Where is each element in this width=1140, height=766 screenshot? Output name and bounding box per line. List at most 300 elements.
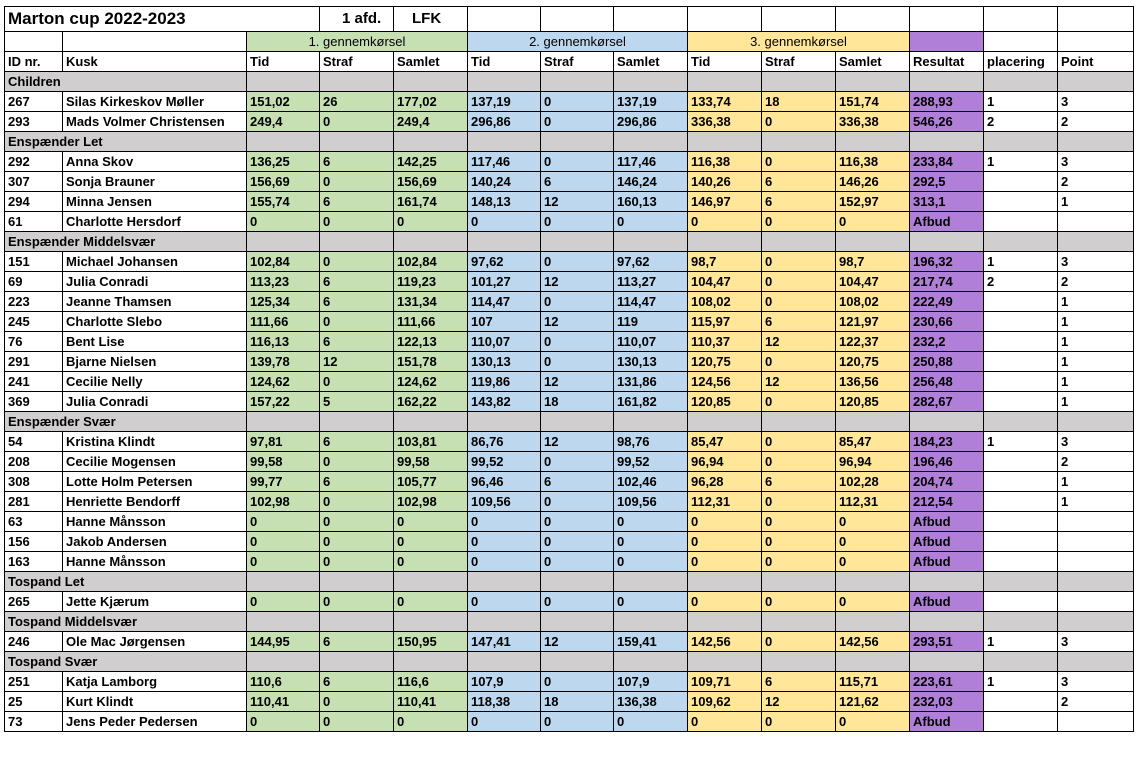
category-fill-cell bbox=[984, 72, 1058, 92]
resultat-cell: 230,66 bbox=[910, 312, 984, 332]
sheet-title: Marton cup 2022-2023 bbox=[5, 7, 320, 32]
table-row bbox=[5, 372, 1134, 392]
r3-samlet-cell: 112,31 bbox=[836, 492, 910, 512]
r1-samlet-cell: 124,62 bbox=[394, 372, 468, 392]
r2-tid-cell: 148,13 bbox=[468, 192, 541, 212]
id-cell: 223 bbox=[5, 292, 63, 312]
kusk-cell: Michael Johansen bbox=[63, 252, 247, 272]
id-cell: 163 bbox=[5, 552, 63, 572]
category-fill-cell bbox=[468, 652, 541, 672]
category-fill-cell bbox=[762, 652, 836, 672]
kusk-cell: Charlotte Hersdorf bbox=[63, 212, 247, 232]
category-fill-cell bbox=[320, 412, 394, 432]
r2-tid-cell: 107,9 bbox=[468, 672, 541, 692]
point-cell: 2 bbox=[1058, 692, 1134, 712]
r1-samlet-cell: 102,84 bbox=[394, 252, 468, 272]
r2-tid-cell: 140,24 bbox=[468, 172, 541, 192]
r3-tid-cell: 108,02 bbox=[688, 292, 762, 312]
category-title: Enspænder Middelsvær bbox=[5, 232, 247, 252]
r1-straf-cell: 0 bbox=[320, 312, 394, 332]
r2-samlet-cell: 0 bbox=[614, 592, 688, 612]
r2-straf-cell: 0 bbox=[541, 492, 614, 512]
placering-cell: 1 bbox=[984, 252, 1058, 272]
r2-samlet-cell: 161,82 bbox=[614, 392, 688, 412]
resultat-cell: 223,61 bbox=[910, 672, 984, 692]
r3-tid-cell: 0 bbox=[688, 532, 762, 552]
category-fill-cell bbox=[468, 572, 541, 592]
r1-samlet-cell: 102,98 bbox=[394, 492, 468, 512]
r2-tid-cell: 0 bbox=[468, 532, 541, 552]
r1-tid-cell: 249,4 bbox=[247, 112, 320, 132]
category-row bbox=[5, 612, 1134, 632]
r1-tid-cell: 125,34 bbox=[247, 292, 320, 312]
category-fill-cell bbox=[984, 612, 1058, 632]
placering-cell bbox=[984, 292, 1058, 312]
resultat-cell: 212,54 bbox=[910, 492, 984, 512]
table-row bbox=[5, 292, 1134, 312]
table-row bbox=[5, 632, 1134, 652]
r1-tid-cell: 157,22 bbox=[247, 392, 320, 412]
kusk-cell: Charlotte Slebo bbox=[63, 312, 247, 332]
r3-straf-cell: 0 bbox=[762, 552, 836, 572]
point-cell: 2 bbox=[1058, 172, 1134, 192]
r1-tid-cell: 111,66 bbox=[247, 312, 320, 332]
r3-samlet-cell: 151,74 bbox=[836, 92, 910, 112]
category-fill-cell bbox=[836, 72, 910, 92]
r3-samlet-cell: 0 bbox=[836, 532, 910, 552]
category-fill-cell bbox=[247, 72, 320, 92]
point-cell bbox=[1058, 512, 1134, 532]
category-fill-cell bbox=[541, 652, 614, 672]
r1-samlet-cell: 103,81 bbox=[394, 432, 468, 452]
r3-samlet-cell: 121,62 bbox=[836, 692, 910, 712]
run-1-header: 1. gennemkørsel bbox=[247, 32, 468, 52]
r1-samlet-cell: 105,77 bbox=[394, 472, 468, 492]
r3-samlet-cell: 98,7 bbox=[836, 252, 910, 272]
r1-tid-cell: 110,6 bbox=[247, 672, 320, 692]
placering-cell: 2 bbox=[984, 112, 1058, 132]
category-fill-cell bbox=[394, 572, 468, 592]
r3-tid-cell: 336,38 bbox=[688, 112, 762, 132]
r3-samlet-cell: 336,38 bbox=[836, 112, 910, 132]
r2-tid-cell: 107 bbox=[468, 312, 541, 332]
r1-straf-cell: 6 bbox=[320, 192, 394, 212]
resultat-cell: 546,26 bbox=[910, 112, 984, 132]
category-title: Tospand Let bbox=[5, 572, 247, 592]
category-fill-cell bbox=[614, 412, 688, 432]
resultat-cell: 196,46 bbox=[910, 452, 984, 472]
id-cell: 69 bbox=[5, 272, 63, 292]
r1-straf-cell: 6 bbox=[320, 472, 394, 492]
category-title: Children bbox=[5, 72, 247, 92]
r3-samlet-cell: 108,02 bbox=[836, 292, 910, 312]
r2-tid-cell: 118,38 bbox=[468, 692, 541, 712]
r3-samlet-cell: 102,28 bbox=[836, 472, 910, 492]
kusk-cell: Henriette Bendorff bbox=[63, 492, 247, 512]
table-row bbox=[5, 692, 1134, 712]
r1-samlet-cell: 122,13 bbox=[394, 332, 468, 352]
placering-cell bbox=[984, 352, 1058, 372]
r2-tid-cell: 96,46 bbox=[468, 472, 541, 492]
table-row bbox=[5, 212, 1134, 232]
run-2-header: 2. gennemkørsel bbox=[468, 32, 688, 52]
r1-tid-cell: 139,78 bbox=[247, 352, 320, 372]
category-fill-cell bbox=[541, 612, 614, 632]
r3-straf-cell: 0 bbox=[762, 452, 836, 472]
category-fill-cell bbox=[614, 72, 688, 92]
category-fill-cell bbox=[614, 132, 688, 152]
r3-samlet-cell: 0 bbox=[836, 592, 910, 612]
category-fill-cell bbox=[836, 572, 910, 592]
category-fill-cell bbox=[320, 72, 394, 92]
r1-straf-cell: 0 bbox=[320, 492, 394, 512]
run-header-row bbox=[5, 32, 1134, 52]
resultat-cell: Afbud bbox=[910, 552, 984, 572]
r2-straf-cell: 0 bbox=[541, 332, 614, 352]
column-header-r3-samlet: Samlet bbox=[836, 52, 910, 72]
category-fill-cell bbox=[614, 612, 688, 632]
r2-straf-cell: 0 bbox=[541, 252, 614, 272]
table-row bbox=[5, 172, 1134, 192]
category-fill-cell bbox=[1058, 132, 1134, 152]
table-row bbox=[5, 532, 1134, 552]
r1-tid-cell: 156,69 bbox=[247, 172, 320, 192]
id-cell: 151 bbox=[5, 252, 63, 272]
placering-cell bbox=[984, 332, 1058, 352]
placering-cell bbox=[984, 372, 1058, 392]
r3-tid-cell: 115,97 bbox=[688, 312, 762, 332]
r2-samlet-cell: 0 bbox=[614, 552, 688, 572]
r2-tid-cell: 147,41 bbox=[468, 632, 541, 652]
category-fill-cell bbox=[688, 652, 762, 672]
placering-cell bbox=[984, 592, 1058, 612]
id-cell: 25 bbox=[5, 692, 63, 712]
r1-samlet-cell: 249,4 bbox=[394, 112, 468, 132]
r1-samlet-cell: 0 bbox=[394, 712, 468, 732]
r1-samlet-cell: 0 bbox=[394, 552, 468, 572]
category-fill-cell bbox=[541, 132, 614, 152]
resultat-cell: 292,5 bbox=[910, 172, 984, 192]
resultat-cell: 196,32 bbox=[910, 252, 984, 272]
kusk-cell: Kristina Klindt bbox=[63, 432, 247, 452]
r3-tid-cell: 112,31 bbox=[688, 492, 762, 512]
r3-straf-cell: 0 bbox=[762, 112, 836, 132]
category-fill-cell bbox=[762, 412, 836, 432]
kusk-cell: Kurt Klindt bbox=[63, 692, 247, 712]
r3-tid-cell: 120,85 bbox=[688, 392, 762, 412]
results-body bbox=[5, 7, 1134, 732]
r2-samlet-cell: 110,07 bbox=[614, 332, 688, 352]
category-fill-cell bbox=[910, 412, 984, 432]
category-fill-cell bbox=[247, 652, 320, 672]
category-fill-cell bbox=[1058, 652, 1134, 672]
r1-samlet-cell: 150,95 bbox=[394, 632, 468, 652]
category-fill-cell bbox=[910, 132, 984, 152]
kusk-cell: Jakob Andersen bbox=[63, 532, 247, 552]
category-fill-cell bbox=[984, 412, 1058, 432]
r3-tid-cell: 120,75 bbox=[688, 352, 762, 372]
r3-samlet-cell: 96,94 bbox=[836, 452, 910, 472]
column-header-r3-straf: Straf bbox=[762, 52, 836, 72]
r2-straf-cell: 0 bbox=[541, 212, 614, 232]
id-cell: 251 bbox=[5, 672, 63, 692]
r2-tid-cell: 0 bbox=[468, 592, 541, 612]
r3-tid-cell: 133,74 bbox=[688, 92, 762, 112]
category-fill-cell bbox=[762, 572, 836, 592]
category-fill-cell bbox=[984, 652, 1058, 672]
kusk-cell: Lotte Holm Petersen bbox=[63, 472, 247, 492]
r1-samlet-cell: 177,02 bbox=[394, 92, 468, 112]
placering-cell: 1 bbox=[984, 672, 1058, 692]
r2-tid-cell: 109,56 bbox=[468, 492, 541, 512]
placering-cell bbox=[984, 452, 1058, 472]
category-fill-cell bbox=[1058, 572, 1134, 592]
result-header-fill bbox=[910, 32, 984, 52]
r3-tid-cell: 140,26 bbox=[688, 172, 762, 192]
placering-cell: 1 bbox=[984, 92, 1058, 112]
r1-tid-cell: 113,23 bbox=[247, 272, 320, 292]
resultat-cell: 313,1 bbox=[910, 192, 984, 212]
point-cell: 2 bbox=[1058, 272, 1134, 292]
category-fill-cell bbox=[910, 72, 984, 92]
r2-straf-cell: 0 bbox=[541, 152, 614, 172]
category-row bbox=[5, 652, 1134, 672]
resultat-cell: Afbud bbox=[910, 592, 984, 612]
category-title: Enspænder Svær bbox=[5, 412, 247, 432]
r3-samlet-cell: 85,47 bbox=[836, 432, 910, 452]
category-fill-cell bbox=[320, 132, 394, 152]
category-fill-cell bbox=[541, 232, 614, 252]
table-row bbox=[5, 112, 1134, 132]
point-cell: 3 bbox=[1058, 252, 1134, 272]
point-cell: 1 bbox=[1058, 492, 1134, 512]
placering-cell bbox=[984, 212, 1058, 232]
resultat-cell: 256,48 bbox=[910, 372, 984, 392]
kusk-cell: Cecilie Nelly bbox=[63, 372, 247, 392]
point-cell: 3 bbox=[1058, 92, 1134, 112]
id-cell: 208 bbox=[5, 452, 63, 472]
resultat-cell: Afbud bbox=[910, 512, 984, 532]
r1-straf-cell: 6 bbox=[320, 632, 394, 652]
r2-samlet-cell: 98,76 bbox=[614, 432, 688, 452]
r3-samlet-cell: 146,26 bbox=[836, 172, 910, 192]
category-title: Enspænder Let bbox=[5, 132, 247, 152]
r1-straf-cell: 6 bbox=[320, 432, 394, 452]
resultat-cell: 232,03 bbox=[910, 692, 984, 712]
table-row bbox=[5, 92, 1134, 112]
category-fill-cell bbox=[836, 232, 910, 252]
r1-samlet-cell: 119,23 bbox=[394, 272, 468, 292]
r3-straf-cell: 6 bbox=[762, 192, 836, 212]
r2-straf-cell: 12 bbox=[541, 372, 614, 392]
resultat-cell: Afbud bbox=[910, 212, 984, 232]
point-cell bbox=[1058, 592, 1134, 612]
r1-samlet-cell: 162,22 bbox=[394, 392, 468, 412]
r3-samlet-cell: 0 bbox=[836, 212, 910, 232]
category-fill-cell bbox=[688, 572, 762, 592]
placering-cell bbox=[984, 192, 1058, 212]
placering-cell bbox=[984, 712, 1058, 732]
resultat-cell: 288,93 bbox=[910, 92, 984, 112]
category-fill-cell bbox=[1058, 612, 1134, 632]
category-fill-cell bbox=[468, 612, 541, 632]
category-fill-cell bbox=[688, 232, 762, 252]
resultat-cell: 232,2 bbox=[910, 332, 984, 352]
r2-samlet-cell: 107,9 bbox=[614, 672, 688, 692]
category-fill-cell bbox=[468, 232, 541, 252]
id-cell: 281 bbox=[5, 492, 63, 512]
r2-tid-cell: 99,52 bbox=[468, 452, 541, 472]
r2-samlet-cell: 136,38 bbox=[614, 692, 688, 712]
r3-tid-cell: 0 bbox=[688, 552, 762, 572]
column-header-kusk: Kusk bbox=[63, 52, 247, 72]
category-fill-cell bbox=[541, 72, 614, 92]
r3-tid-cell: 109,62 bbox=[688, 692, 762, 712]
kusk-cell: Jette Kjærum bbox=[63, 592, 247, 612]
table-row bbox=[5, 712, 1134, 732]
r2-straf-cell: 12 bbox=[541, 272, 614, 292]
r2-samlet-cell: 0 bbox=[614, 512, 688, 532]
resultat-cell: 233,84 bbox=[910, 152, 984, 172]
id-cell: 291 bbox=[5, 352, 63, 372]
r2-tid-cell: 117,46 bbox=[468, 152, 541, 172]
r2-straf-cell: 0 bbox=[541, 92, 614, 112]
r2-straf-cell: 0 bbox=[541, 112, 614, 132]
id-cell: 307 bbox=[5, 172, 63, 192]
category-row bbox=[5, 72, 1134, 92]
id-cell: 63 bbox=[5, 512, 63, 532]
r3-straf-cell: 12 bbox=[762, 332, 836, 352]
r2-straf-cell: 6 bbox=[541, 172, 614, 192]
r1-straf-cell: 6 bbox=[320, 332, 394, 352]
r1-tid-cell: 0 bbox=[247, 212, 320, 232]
category-fill-cell bbox=[688, 72, 762, 92]
category-fill-cell bbox=[614, 652, 688, 672]
column-header-point: Point bbox=[1058, 52, 1134, 72]
r1-straf-cell: 0 bbox=[320, 252, 394, 272]
r1-tid-cell: 110,41 bbox=[247, 692, 320, 712]
r1-tid-cell: 0 bbox=[247, 712, 320, 732]
r3-tid-cell: 85,47 bbox=[688, 432, 762, 452]
r2-straf-cell: 18 bbox=[541, 392, 614, 412]
r2-samlet-cell: 160,13 bbox=[614, 192, 688, 212]
point-cell: 3 bbox=[1058, 672, 1134, 692]
r2-tid-cell: 0 bbox=[468, 512, 541, 532]
r1-straf-cell: 26 bbox=[320, 92, 394, 112]
r3-samlet-cell: 120,75 bbox=[836, 352, 910, 372]
r2-samlet-cell: 102,46 bbox=[614, 472, 688, 492]
r3-samlet-cell: 152,97 bbox=[836, 192, 910, 212]
r2-tid-cell: 0 bbox=[468, 212, 541, 232]
kusk-cell: Ole Mac Jørgensen bbox=[63, 632, 247, 652]
r3-tid-cell: 110,37 bbox=[688, 332, 762, 352]
r3-samlet-cell: 121,97 bbox=[836, 312, 910, 332]
r2-straf-cell: 0 bbox=[541, 552, 614, 572]
kusk-cell: Mads Volmer Christensen bbox=[63, 112, 247, 132]
results-table bbox=[4, 6, 1134, 732]
r1-samlet-cell: 116,6 bbox=[394, 672, 468, 692]
r2-straf-cell: 0 bbox=[541, 672, 614, 692]
column-header-r2-straf: Straf bbox=[541, 52, 614, 72]
r2-straf-cell: 0 bbox=[541, 512, 614, 532]
kusk-cell: Hanne Månsson bbox=[63, 552, 247, 572]
column-header-r3-tid: Tid bbox=[688, 52, 762, 72]
point-cell: 1 bbox=[1058, 332, 1134, 352]
r2-tid-cell: 114,47 bbox=[468, 292, 541, 312]
id-cell: 246 bbox=[5, 632, 63, 652]
resultat-cell: 217,74 bbox=[910, 272, 984, 292]
table-row bbox=[5, 152, 1134, 172]
r1-tid-cell: 116,13 bbox=[247, 332, 320, 352]
r1-straf-cell: 5 bbox=[320, 392, 394, 412]
placering-cell bbox=[984, 552, 1058, 572]
r2-straf-cell: 12 bbox=[541, 632, 614, 652]
resultat-cell: 293,51 bbox=[910, 632, 984, 652]
r1-straf-cell: 0 bbox=[320, 172, 394, 192]
r1-samlet-cell: 156,69 bbox=[394, 172, 468, 192]
r1-tid-cell: 155,74 bbox=[247, 192, 320, 212]
table-row bbox=[5, 352, 1134, 372]
r3-tid-cell: 0 bbox=[688, 212, 762, 232]
r2-samlet-cell: 117,46 bbox=[614, 152, 688, 172]
category-fill-cell bbox=[762, 612, 836, 632]
resultat-cell: Afbud bbox=[910, 712, 984, 732]
r2-straf-cell: 12 bbox=[541, 312, 614, 332]
r1-straf-cell: 0 bbox=[320, 592, 394, 612]
r2-samlet-cell: 159,41 bbox=[614, 632, 688, 652]
r2-tid-cell: 97,62 bbox=[468, 252, 541, 272]
r2-samlet-cell: 97,62 bbox=[614, 252, 688, 272]
r1-samlet-cell: 161,74 bbox=[394, 192, 468, 212]
point-cell: 2 bbox=[1058, 112, 1134, 132]
r1-tid-cell: 102,98 bbox=[247, 492, 320, 512]
club-label: LFK bbox=[394, 7, 468, 32]
table-row bbox=[5, 432, 1134, 452]
column-header-resultat: Resultat bbox=[910, 52, 984, 72]
category-fill-cell bbox=[688, 132, 762, 152]
placering-cell: 1 bbox=[984, 152, 1058, 172]
placering-cell: 1 bbox=[984, 432, 1058, 452]
r3-tid-cell: 0 bbox=[688, 712, 762, 732]
column-header-r1-straf: Straf bbox=[320, 52, 394, 72]
point-cell: 1 bbox=[1058, 472, 1134, 492]
category-fill-cell bbox=[1058, 72, 1134, 92]
r2-samlet-cell: 0 bbox=[614, 532, 688, 552]
table-row bbox=[5, 592, 1134, 612]
category-fill-cell bbox=[394, 652, 468, 672]
table-row bbox=[5, 312, 1134, 332]
id-cell: 265 bbox=[5, 592, 63, 612]
r1-tid-cell: 99,77 bbox=[247, 472, 320, 492]
category-fill-cell bbox=[836, 132, 910, 152]
resultat-cell: 222,49 bbox=[910, 292, 984, 312]
r2-straf-cell: 12 bbox=[541, 192, 614, 212]
r3-straf-cell: 0 bbox=[762, 532, 836, 552]
r3-samlet-cell: 115,71 bbox=[836, 672, 910, 692]
r2-straf-cell: 0 bbox=[541, 712, 614, 732]
r3-samlet-cell: 142,56 bbox=[836, 632, 910, 652]
r3-tid-cell: 124,56 bbox=[688, 372, 762, 392]
point-cell: 2 bbox=[1058, 452, 1134, 472]
r3-straf-cell: 18 bbox=[762, 92, 836, 112]
placering-cell bbox=[984, 532, 1058, 552]
table-row bbox=[5, 552, 1134, 572]
r2-tid-cell: 110,07 bbox=[468, 332, 541, 352]
r2-straf-cell: 0 bbox=[541, 532, 614, 552]
kusk-cell: Jens Peder Pedersen bbox=[63, 712, 247, 732]
r1-samlet-cell: 110,41 bbox=[394, 692, 468, 712]
kusk-cell: Julia Conradi bbox=[63, 272, 247, 292]
